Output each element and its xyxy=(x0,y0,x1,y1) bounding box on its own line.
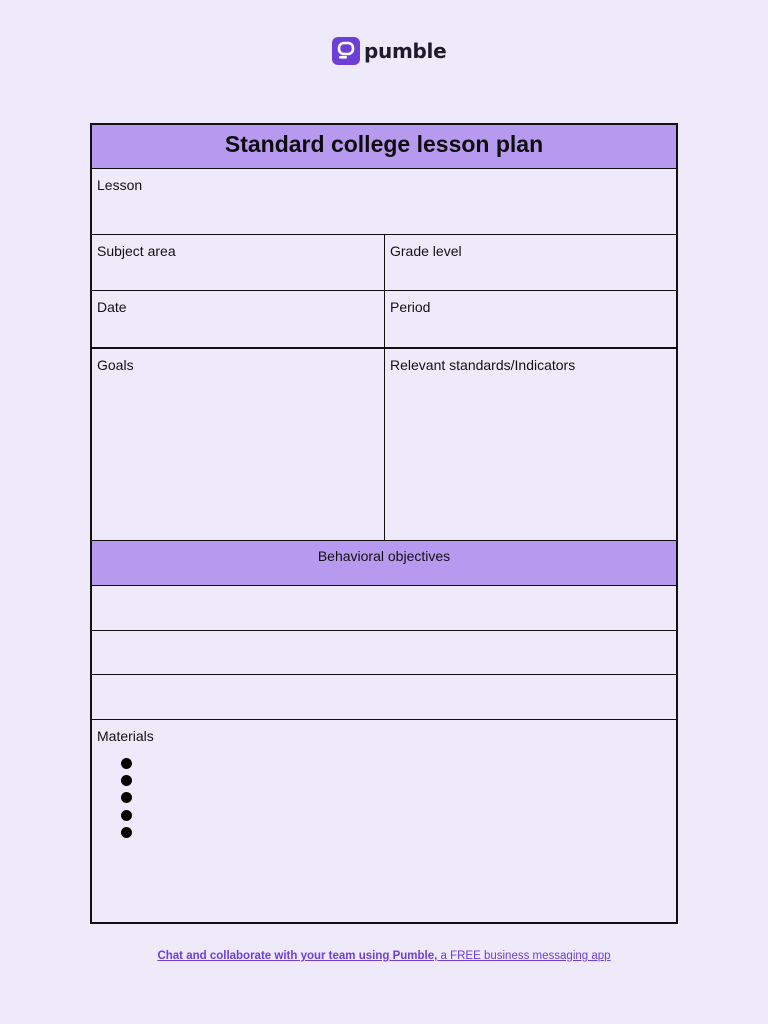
promo-link-rest: a FREE business messaging app xyxy=(437,950,611,962)
period-cell[interactable] xyxy=(385,291,676,347)
standards-cell[interactable] xyxy=(385,349,676,540)
lesson-cell[interactable] xyxy=(92,169,676,234)
materials-row[interactable] xyxy=(92,720,676,922)
document-title: Standard college lesson plan xyxy=(224,131,544,157)
date-period-row xyxy=(92,291,676,349)
goals-cell[interactable] xyxy=(92,349,385,540)
materials-bullet-list xyxy=(121,758,132,844)
bullet-icon xyxy=(121,810,132,821)
goals-label: Goals xyxy=(97,357,134,373)
logo-wordmark: pumble xyxy=(364,39,447,63)
behavioral-objectives-header xyxy=(92,541,676,586)
objective-row-2[interactable] xyxy=(92,631,676,675)
date-label: Date xyxy=(97,299,127,315)
subject-area-cell[interactable] xyxy=(92,235,385,290)
footer xyxy=(0,950,768,962)
subject-grade-row xyxy=(92,235,676,291)
subject-area-label: Subject area xyxy=(97,243,176,259)
lesson-plan-table xyxy=(90,123,678,924)
title-row xyxy=(92,125,676,169)
objective-row-3[interactable] xyxy=(92,675,676,720)
period-label: Period xyxy=(390,299,431,315)
materials-label: Materials xyxy=(97,728,154,744)
standards-label: Relevant standards/Indicators xyxy=(390,357,576,373)
grade-level-cell[interactable] xyxy=(385,235,676,290)
pumble-promo-link[interactable] xyxy=(157,950,610,962)
materials-cell[interactable] xyxy=(92,720,676,922)
objective-row-1[interactable] xyxy=(92,586,676,631)
bullet-icon xyxy=(121,792,132,803)
lesson-label: Lesson xyxy=(97,177,143,193)
lesson-row[interactable] xyxy=(92,169,676,235)
grade-level-label: Grade level xyxy=(390,243,462,259)
promo-link-bold: Chat and collaborate with your team using Pumble, xyxy=(157,950,438,962)
bullet-icon xyxy=(121,758,132,769)
date-cell[interactable] xyxy=(92,291,385,347)
behavioral-objectives-label: Behavioral objectives xyxy=(317,548,451,564)
bullet-icon xyxy=(121,775,132,786)
pumble-logo-icon xyxy=(332,37,360,65)
pumble-logo[interactable] xyxy=(332,36,446,66)
goals-standards-row xyxy=(92,349,676,541)
bullet-icon xyxy=(121,827,132,838)
